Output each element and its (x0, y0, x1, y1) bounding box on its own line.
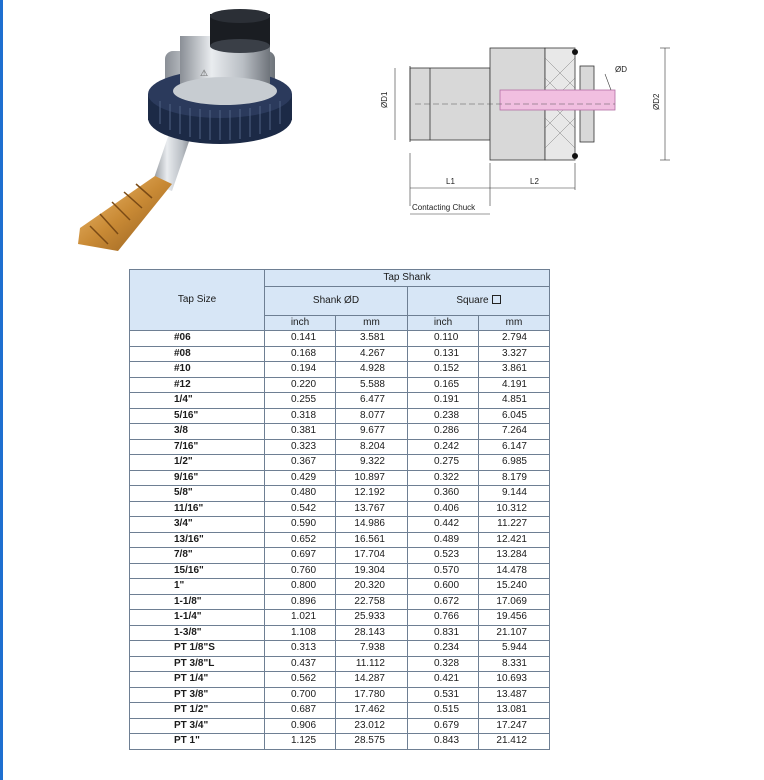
cell-shank-inch: 0.318 (265, 408, 336, 424)
table-row (130, 486, 550, 502)
header-square-label: Square (456, 295, 489, 306)
cell-square-mm: 3.327 (479, 346, 550, 362)
cell-shank-inch: 0.194 (265, 362, 336, 378)
cell-tap-size: PT 1" (130, 734, 265, 750)
cell-shank-inch: 1.021 (265, 610, 336, 626)
cell-tap-size: PT 3/4" (130, 718, 265, 734)
cell-square-mm: 7.264 (479, 424, 550, 440)
cell-shank-inch: 0.542 (265, 501, 336, 517)
cell-square-mm: 6.985 (479, 455, 550, 471)
cell-shank-inch: 0.760 (265, 563, 336, 579)
cell-shank-mm: 11.112 (336, 656, 408, 672)
cell-square-inch: 0.165 (408, 377, 479, 393)
table-row (130, 377, 550, 393)
cell-tap-size: 5/16" (130, 408, 265, 424)
cell-shank-inch: 0.687 (265, 703, 336, 719)
cell-shank-mm: 9.677 (336, 424, 408, 440)
cell-shank-mm: 7.938 (336, 641, 408, 657)
cell-tap-size: 3/4" (130, 517, 265, 533)
cell-tap-size: PT 1/2" (130, 703, 265, 719)
cell-tap-size: #06 (130, 331, 265, 347)
svg-text:⚠: ⚠ (200, 68, 209, 78)
label-d1: ØD1 (380, 91, 389, 108)
cell-tap-size: 1/4" (130, 393, 265, 409)
cell-shank-inch: 0.437 (265, 656, 336, 672)
cell-shank-inch: 0.906 (265, 718, 336, 734)
cell-shank-mm: 17.780 (336, 687, 408, 703)
cell-shank-mm: 23.012 (336, 718, 408, 734)
cell-tap-size: 1-3/8" (130, 625, 265, 641)
cell-shank-mm: 14.287 (336, 672, 408, 688)
cell-square-mm: 13.081 (479, 703, 550, 719)
cell-square-inch: 0.421 (408, 672, 479, 688)
cell-square-inch: 0.831 (408, 625, 479, 641)
cell-square-mm: 15.240 (479, 579, 550, 595)
cell-square-mm: 21.107 (479, 625, 550, 641)
cell-shank-mm: 10.897 (336, 470, 408, 486)
cell-shank-inch: 0.697 (265, 548, 336, 564)
cell-shank-mm: 28.575 (336, 734, 408, 750)
cell-square-mm: 17.247 (479, 718, 550, 734)
cell-tap-size: 5/8" (130, 486, 265, 502)
cell-square-inch: 0.328 (408, 656, 479, 672)
cell-square-inch: 0.442 (408, 517, 479, 533)
cell-tap-size: 7/8" (130, 548, 265, 564)
table-body (130, 331, 550, 750)
label-contacting-chuck: Contacting Chuck (412, 203, 476, 212)
label-l1: L1 (446, 177, 455, 186)
unit-square-inch: inch (408, 316, 479, 331)
cell-tap-size: 7/16" (130, 439, 265, 455)
cell-shank-mm: 4.267 (336, 346, 408, 362)
table-row (130, 532, 550, 548)
cell-square-inch: 0.191 (408, 393, 479, 409)
table-row (130, 703, 550, 719)
cell-square-inch: 0.322 (408, 470, 479, 486)
cell-shank-inch: 0.652 (265, 532, 336, 548)
cell-square-mm: 6.147 (479, 439, 550, 455)
cell-square-mm: 19.456 (479, 610, 550, 626)
table-row (130, 625, 550, 641)
cell-square-inch: 0.234 (408, 641, 479, 657)
tap-shank-table (129, 269, 550, 750)
table-row (130, 346, 550, 362)
label-d: ØD (615, 65, 627, 74)
page-edge-bar (0, 0, 3, 780)
cell-shank-mm: 6.477 (336, 393, 408, 409)
table-row (130, 579, 550, 595)
dimension-diagram (375, 38, 675, 218)
cell-square-inch: 0.152 (408, 362, 479, 378)
cell-shank-mm: 22.758 (336, 594, 408, 610)
cell-shank-mm: 12.192 (336, 486, 408, 502)
table-row (130, 734, 550, 750)
table-row (130, 455, 550, 471)
cell-shank-inch: 0.429 (265, 470, 336, 486)
cell-tap-size: PT 1/8"S (130, 641, 265, 657)
cell-tap-size: #12 (130, 377, 265, 393)
cell-shank-inch: 0.141 (265, 331, 336, 347)
table-row (130, 610, 550, 626)
cell-tap-size: 15/16" (130, 563, 265, 579)
cell-square-mm: 8.179 (479, 470, 550, 486)
cell-shank-inch: 0.168 (265, 346, 336, 362)
cell-shank-mm: 16.561 (336, 532, 408, 548)
cell-tap-size: #10 (130, 362, 265, 378)
cell-square-mm: 13.284 (479, 548, 550, 564)
cell-shank-mm: 9.322 (336, 455, 408, 471)
unit-shank-inch: inch (265, 316, 336, 331)
table-row (130, 331, 550, 347)
cell-square-inch: 0.843 (408, 734, 479, 750)
cell-square-inch: 0.523 (408, 548, 479, 564)
cell-shank-inch: 0.896 (265, 594, 336, 610)
cell-shank-inch: 0.800 (265, 579, 336, 595)
table-row (130, 672, 550, 688)
cell-square-inch: 0.286 (408, 424, 479, 440)
cell-square-mm: 4.191 (479, 377, 550, 393)
cell-square-mm: 11.227 (479, 517, 550, 533)
cell-square-mm: 13.487 (479, 687, 550, 703)
table-row (130, 594, 550, 610)
cell-shank-inch: 1.125 (265, 734, 336, 750)
cell-shank-inch: 0.220 (265, 377, 336, 393)
cell-tap-size: 1-1/8" (130, 594, 265, 610)
cell-shank-mm: 19.304 (336, 563, 408, 579)
cell-square-mm: 14.478 (479, 563, 550, 579)
cell-square-mm: 5.944 (479, 641, 550, 657)
table-row (130, 563, 550, 579)
cell-square-inch: 0.766 (408, 610, 479, 626)
cell-tap-size: 11/16" (130, 501, 265, 517)
cell-shank-mm: 28.143 (336, 625, 408, 641)
table-row (130, 424, 550, 440)
cell-shank-mm: 17.704 (336, 548, 408, 564)
cell-tap-size: PT 3/8" (130, 687, 265, 703)
cell-shank-inch: 0.255 (265, 393, 336, 409)
cell-shank-inch: 0.323 (265, 439, 336, 455)
table-row (130, 517, 550, 533)
table-row (130, 439, 550, 455)
cell-shank-inch: 0.480 (265, 486, 336, 502)
header-shank-d: Shank ØD (265, 287, 408, 316)
cell-shank-mm: 17.462 (336, 703, 408, 719)
table-row (130, 393, 550, 409)
cell-square-inch: 0.672 (408, 594, 479, 610)
cell-square-inch: 0.131 (408, 346, 479, 362)
cell-square-inch: 0.360 (408, 486, 479, 502)
cell-tap-size: 3/8 (130, 424, 265, 440)
cell-square-mm: 4.851 (479, 393, 550, 409)
tap-adapter-photo (60, 6, 320, 256)
label-l2: L2 (530, 177, 539, 186)
cell-shank-mm: 3.581 (336, 331, 408, 347)
cell-shank-mm: 25.933 (336, 610, 408, 626)
table-row (130, 501, 550, 517)
cell-square-inch: 0.275 (408, 455, 479, 471)
cell-shank-mm: 20.320 (336, 579, 408, 595)
cell-tap-size: PT 1/4" (130, 672, 265, 688)
table-row (130, 408, 550, 424)
cell-shank-mm: 14.986 (336, 517, 408, 533)
cell-shank-mm: 13.767 (336, 501, 408, 517)
cell-square-inch: 0.679 (408, 718, 479, 734)
cell-square-inch: 0.110 (408, 331, 479, 347)
table-row (130, 548, 550, 564)
table-row (130, 656, 550, 672)
cell-square-inch: 0.515 (408, 703, 479, 719)
cell-shank-inch: 0.562 (265, 672, 336, 688)
cell-shank-inch: 0.381 (265, 424, 336, 440)
unit-shank-mm: mm (336, 316, 408, 331)
cell-shank-inch: 0.367 (265, 455, 336, 471)
cell-tap-size: PT 3/8"L (130, 656, 265, 672)
cell-square-mm: 3.861 (479, 362, 550, 378)
cell-tap-size: 9/16" (130, 470, 265, 486)
cell-square-mm: 12.421 (479, 532, 550, 548)
cell-square-mm: 17.069 (479, 594, 550, 610)
cell-shank-mm: 8.077 (336, 408, 408, 424)
cell-square-inch: 0.600 (408, 579, 479, 595)
cell-tap-size: 1" (130, 579, 265, 595)
header-square (408, 287, 550, 316)
cell-square-mm: 6.045 (479, 408, 550, 424)
cell-square-mm: 21.412 (479, 734, 550, 750)
cell-square-inch: 0.531 (408, 687, 479, 703)
label-d2: ØD2 (652, 93, 661, 110)
cell-shank-inch: 1.108 (265, 625, 336, 641)
cell-square-mm: 8.331 (479, 656, 550, 672)
cell-shank-mm: 5.588 (336, 377, 408, 393)
cell-square-inch: 0.238 (408, 408, 479, 424)
table-row (130, 687, 550, 703)
cell-shank-inch: 0.590 (265, 517, 336, 533)
cell-square-inch: 0.489 (408, 532, 479, 548)
cell-shank-mm: 4.928 (336, 362, 408, 378)
cell-tap-size: 1-1/4" (130, 610, 265, 626)
cell-square-mm: 2.794 (479, 331, 550, 347)
cell-square-mm: 10.312 (479, 501, 550, 517)
cell-square-inch: 0.242 (408, 439, 479, 455)
table-row (130, 718, 550, 734)
cell-square-inch: 0.570 (408, 563, 479, 579)
cell-square-mm: 10.693 (479, 672, 550, 688)
cell-shank-inch: 0.700 (265, 687, 336, 703)
cell-square-inch: 0.406 (408, 501, 479, 517)
cell-shank-mm: 8.204 (336, 439, 408, 455)
cell-tap-size: 13/16" (130, 532, 265, 548)
square-icon (492, 295, 501, 304)
cell-tap-size: 1/2" (130, 455, 265, 471)
table-row (130, 362, 550, 378)
cell-tap-size: #08 (130, 346, 265, 362)
header-tap-shank: Tap Shank (265, 270, 550, 287)
unit-square-mm: mm (479, 316, 550, 331)
cell-shank-inch: 0.313 (265, 641, 336, 657)
table-row (130, 641, 550, 657)
table-row (130, 470, 550, 486)
cell-square-mm: 9.144 (479, 486, 550, 502)
header-tap-size: Tap Size (130, 270, 265, 331)
